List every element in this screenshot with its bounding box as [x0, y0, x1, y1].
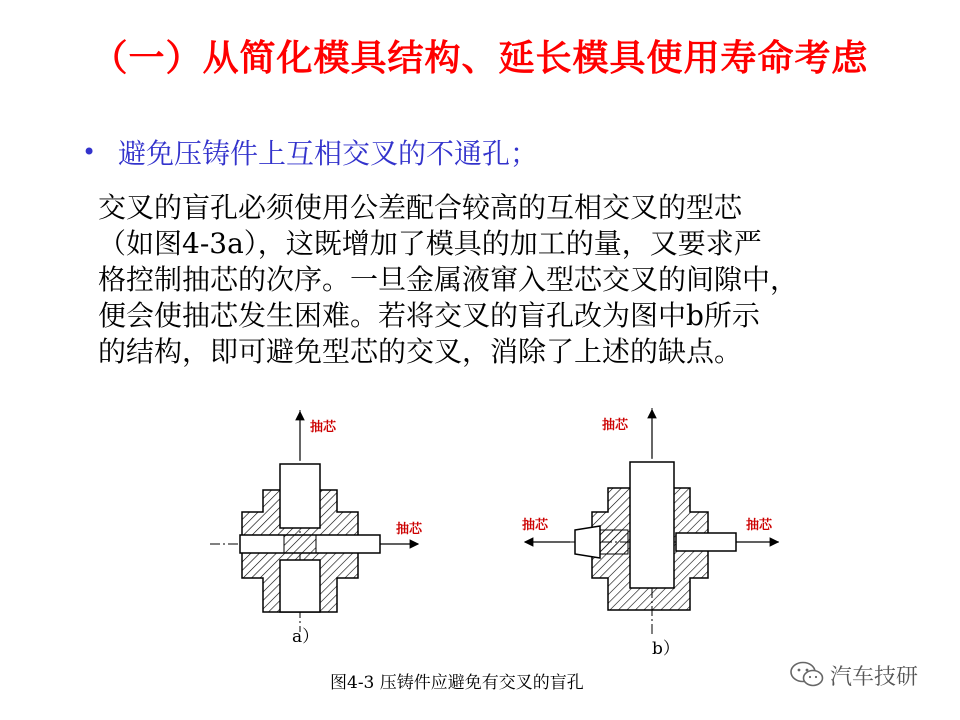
- figure-4-3: [200, 400, 800, 700]
- wechat-icon: [790, 661, 824, 695]
- label-b-top: 抽芯: [602, 418, 629, 433]
- sub-label-b: b）: [652, 639, 680, 659]
- watermark-text: 汽车技研: [830, 665, 919, 690]
- body-paragraph: [98, 190, 898, 370]
- bullet-item: [82, 132, 538, 172]
- label-a-right: 抽芯: [396, 522, 423, 537]
- paragraph-line: 格控制抽芯的次序。一旦金属液窜入型芯交叉的间隙中，: [98, 263, 799, 296]
- slide-title: （一）从简化模具结构、延长模具使用寿命考虑: [91, 38, 869, 79]
- bullet-text: 避免压铸件上互相交叉的不通孔；: [118, 137, 539, 170]
- watermark: [790, 660, 918, 695]
- paragraph-line: 的结构，即可避免型芯的交叉，消除了上述的缺点。: [98, 335, 743, 368]
- diagram-b: [525, 408, 780, 635]
- bullet-marker: •: [82, 138, 97, 166]
- figure-caption: 图4-3 压铸件应避免有交叉的盲孔: [330, 673, 584, 693]
- label-b-right: 抽芯: [746, 518, 773, 533]
- paragraph-line: （如图4-3a），这既增加了模具的加工的量，又要求严: [98, 227, 762, 260]
- paragraph-line: 交叉的盲孔必须使用公差配合较高的互相交叉的型芯: [98, 191, 743, 224]
- label-a-top: 抽芯: [310, 420, 337, 435]
- label-b-left: 抽芯: [522, 518, 549, 533]
- paragraph-line: 便会使抽芯发生困难。若将交叉的盲孔改为图中b所示: [98, 299, 760, 332]
- sub-label-a: a）: [292, 627, 320, 647]
- diagram-a: [210, 410, 418, 632]
- figure-diagram: [200, 400, 800, 700]
